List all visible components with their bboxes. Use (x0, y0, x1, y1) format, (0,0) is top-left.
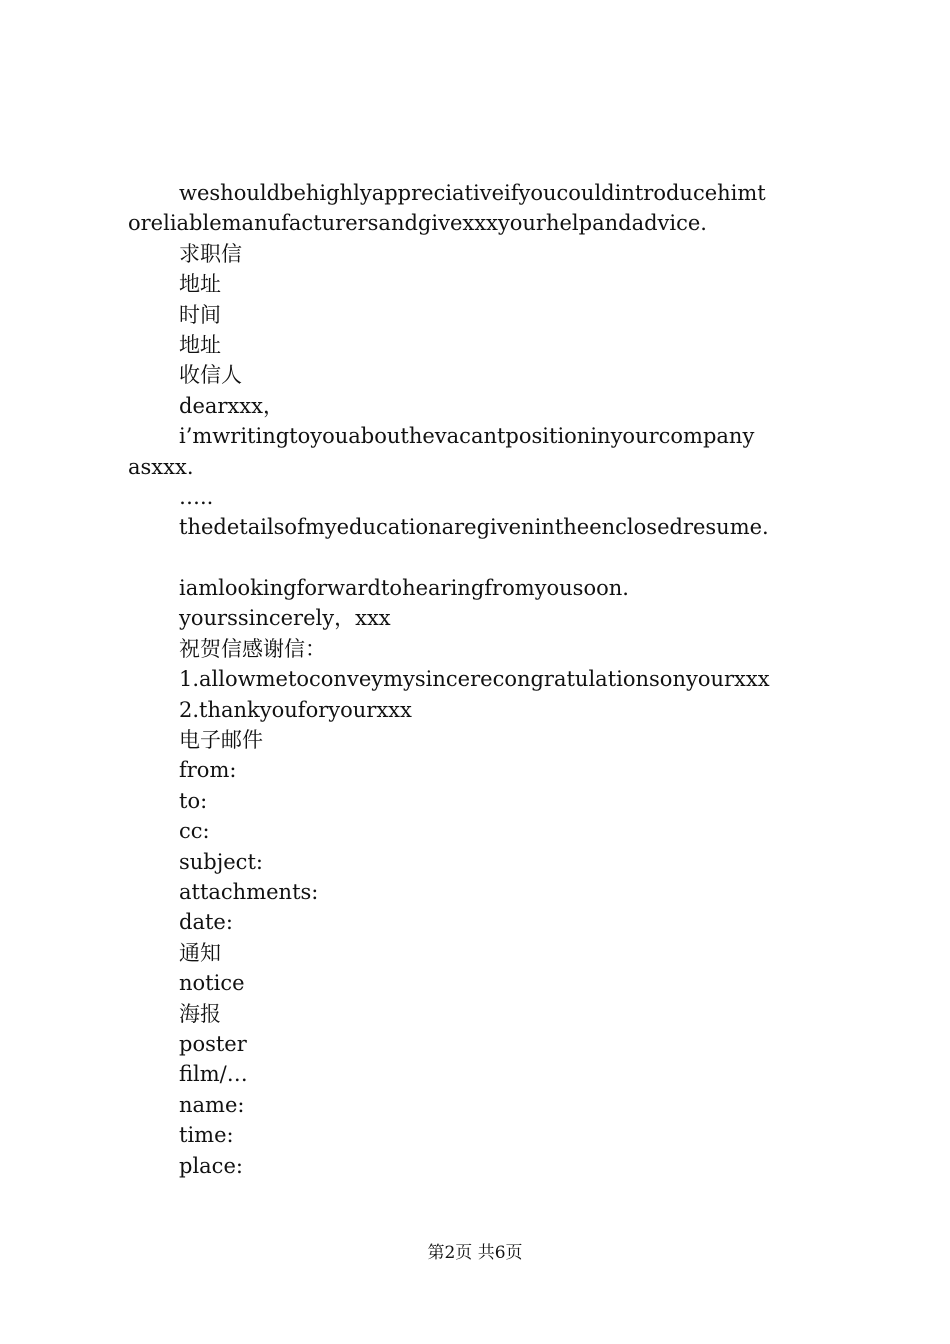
heading-email: 电子邮件 (179, 728, 263, 753)
blank-line (128, 543, 833, 573)
text-email-cc: cc: (179, 819, 210, 844)
text-salutation: dearxxx， (179, 393, 284, 418)
heading-poster-cn: 海报 (179, 1001, 221, 1026)
text-address-2: 地址 (179, 332, 221, 357)
text-email-to: to: (179, 788, 208, 813)
text-ellipsis: ….. (179, 484, 214, 509)
text-closing: yourssincerely，xxx (179, 606, 391, 631)
heading-cover-letter: 求职信 (179, 241, 242, 266)
text-film: film/… (179, 1062, 248, 1087)
text-line-14: iamlookingforwardtohearingfromyousoon. (179, 576, 629, 601)
text-line-10: asxxx. (128, 454, 194, 479)
text-line-2: oreliablemanufacturersandgivexxxyourhelpandadvice. (128, 211, 707, 236)
text-name: name: (179, 1092, 245, 1117)
text-email-date: date: (179, 910, 233, 935)
text-place: place: (179, 1153, 243, 1178)
heading-notice-cn: 通知 (179, 940, 221, 965)
text-line-1: weshouldbehighlyappreciativeifyoucouldintroducehimt (179, 181, 766, 205)
text-email-from: from: (179, 758, 237, 783)
page-number-footer: 第2页 共6页 (427, 1243, 523, 1263)
text-line-12: thedetailsofmyeducationaregivenintheenclosedresume. (179, 515, 769, 540)
text-poster: poster (179, 1031, 247, 1056)
text-recipient: 收信人 (179, 363, 242, 388)
text-address-1: 地址 (179, 272, 221, 297)
heading-congratulation-thanks: 祝贺信感谢信： (179, 636, 326, 661)
text-email-subject: subject: (179, 849, 263, 874)
text-item-1: 1.allowmetoconveymysincerecongratulationsonyourxxx (179, 667, 770, 692)
text-time-field: time: (179, 1123, 234, 1148)
text-notice: notice (179, 971, 245, 996)
text-time: 时间 (179, 302, 221, 327)
document-body (128, 178, 833, 1181)
text-email-attachments: attachments: (179, 879, 319, 904)
text-line-9: i’mwritingtoyouabouthevacantpositioninyourcompany (179, 424, 755, 449)
text-item-2: 2.thankyouforyourxxx (179, 697, 412, 722)
